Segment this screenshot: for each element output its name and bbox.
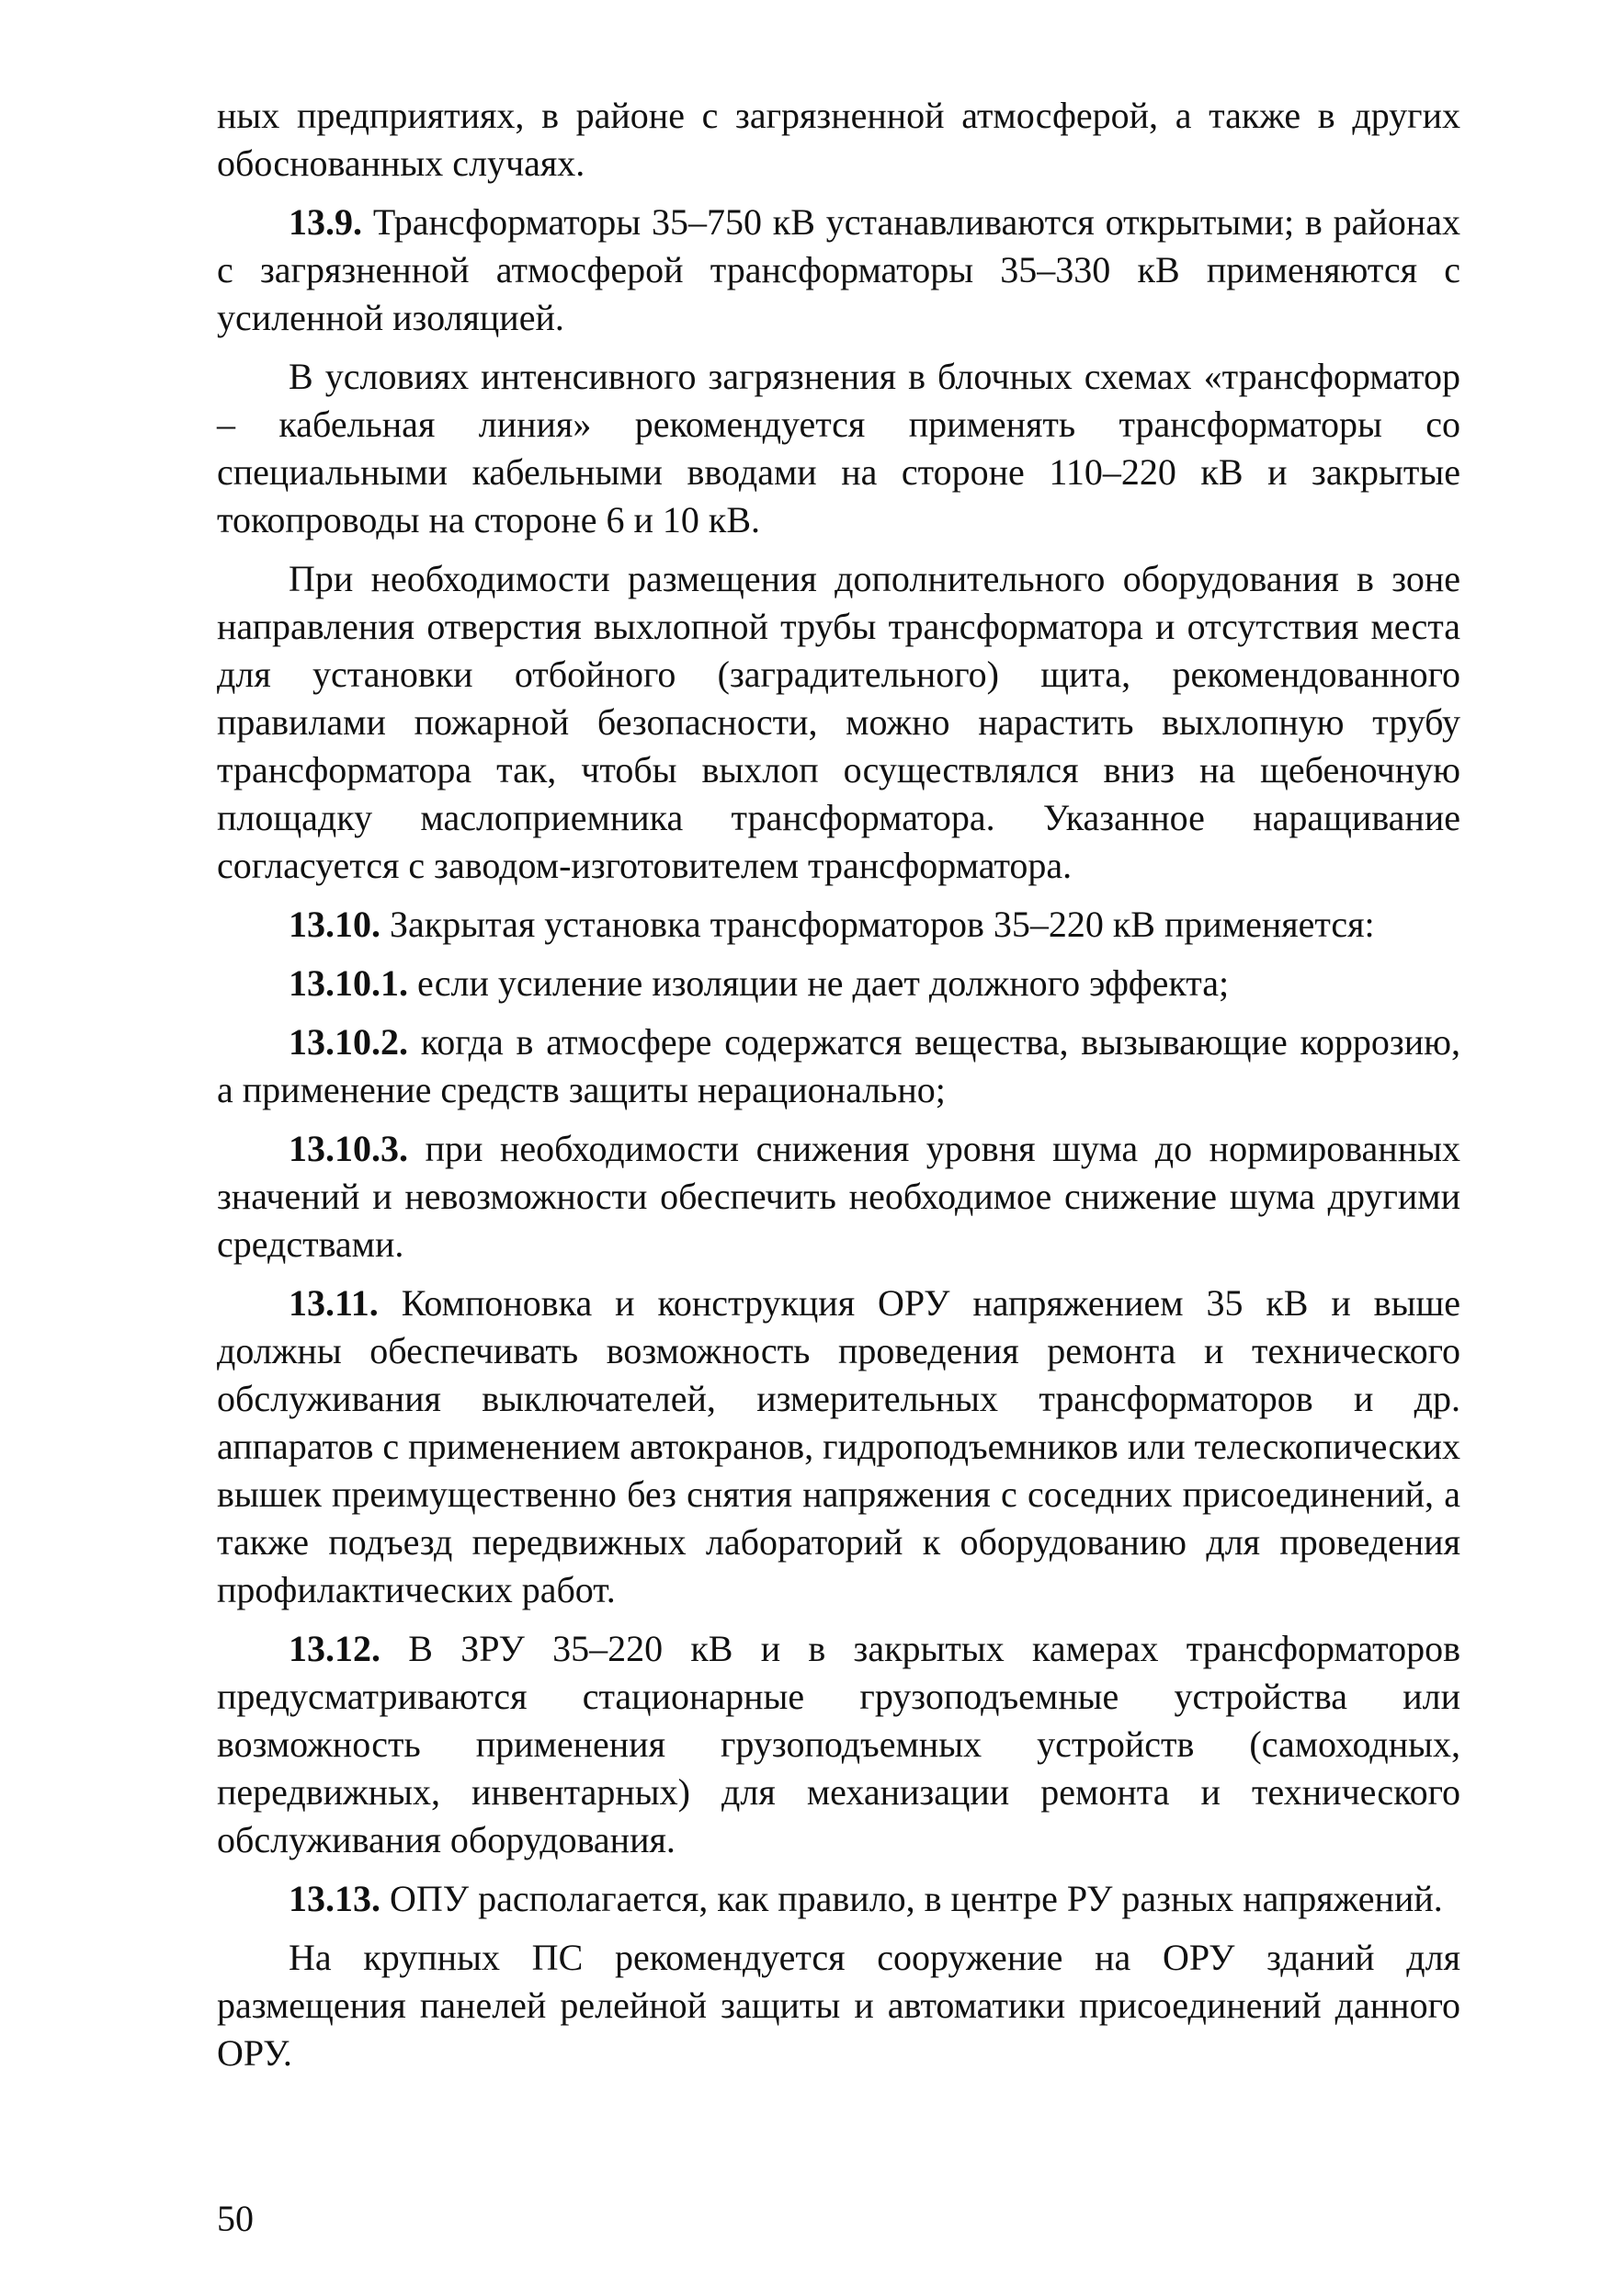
- paragraph: [217, 960, 1460, 1007]
- paragraph-text: В ЗРУ 35–220 кВ и в закрытых камерах трансформаторов предусматриваются стационарные грузоподъемные устройства или возможность применения грузоподъемных устройств (самоходных, передвижных, инвентарных) для механизации ремонта и технического обслуживания оборудования.: [217, 1628, 1460, 1860]
- paragraph: [217, 1625, 1460, 1864]
- paragraph-text: На крупных ПС рекомендуется сооружение на ОРУ зданий для размещения панелей релейной защиты и автоматики присоединений данного ОРУ.: [217, 1937, 1460, 2074]
- paragraph-text: Компоновка и конструкция ОРУ напряжением 35 кВ и выше должны обеспечивать возможность проведения ремонта и технического обслуживания выключателей, измерительных трансформаторов и др. аппаратов с применением автокранов, гидроподъемников или телескопических вышек преимущественно без снятия напряжения с соседних присоединений, а также подъезд передвижных лабораторий к оборудованию для проведения профилактических работ.: [217, 1282, 1460, 1610]
- paragraph: [217, 1125, 1460, 1268]
- section-number: 13.10.3.: [289, 1128, 408, 1169]
- paragraph-text: при необходимости снижения уровня шума до нормированных значений и невозможности обеспечить необходимое снижение шума другими средствами.: [217, 1128, 1460, 1265]
- body-text: [217, 92, 1460, 2077]
- page-number: 50: [217, 2198, 254, 2239]
- section-number: 13.10.1.: [289, 962, 408, 1004]
- section-number: 13.10.2.: [289, 1021, 408, 1063]
- paragraph: [217, 1875, 1460, 1923]
- paragraph: [217, 1018, 1460, 1114]
- paragraph-text: ОПУ располагается, как правило, в центре РУ разных напряжений.: [380, 1878, 1443, 1919]
- paragraph-text: При необходимости размещения дополнительного оборудования в зоне направления отверстия выхлопной трубы трансформатора и отсутствия места для установки отбойного (заградительного) щита, рекомендованного правилами пожарной безопасности, можно нарастить выхлопную трубу трансформатора так, чтобы выхлоп осуществлялся вниз на щебеночную площадку маслоприемника трансформатора. Указанное наращивание согласуется с заводом-изготовителем трансформатора.: [217, 558, 1460, 886]
- section-number: 13.9.: [289, 201, 362, 243]
- paragraph: [217, 92, 1460, 188]
- section-number: 13.13.: [289, 1878, 380, 1919]
- paragraph-text: В условиях интенсивного загрязнения в блочных схемах «трансформатор – кабельная линия» рекомендуется применять трансформаторы со специальными кабельными вводами на стороне 110–220 кВ и закрытые токопроводы на стороне 6 и 10 кВ.: [217, 356, 1460, 540]
- paragraph-text: когда в атмосфере содержатся вещества, вызывающие коррозию, а применение средств защиты нерационально;: [217, 1021, 1460, 1110]
- paragraph-text: Трансформаторы 35–750 кВ устанавливаются открытыми; в районах с загрязненной атмосферой трансформаторы 35–330 кВ применяются с усиленной изоляцией.: [217, 201, 1460, 338]
- paragraph-text: если усиление изоляции не дает должного эффекта;: [408, 962, 1230, 1004]
- paragraph: [217, 353, 1460, 544]
- paragraph: [217, 555, 1460, 890]
- paragraph: [217, 199, 1460, 342]
- paragraph: [217, 1934, 1460, 2077]
- paragraph-text: Закрытая установка трансформаторов 35–220 кВ применяется:: [380, 904, 1375, 945]
- section-number: 13.12.: [289, 1628, 380, 1669]
- section-number: 13.11.: [289, 1282, 379, 1324]
- section-number: 13.10.: [289, 904, 380, 945]
- paragraph: [217, 1279, 1460, 1614]
- paragraph: [217, 901, 1460, 949]
- paragraph-text: ных предприятиях, в районе с загрязненной атмосферой, а также в других обоснованных случаях.: [217, 95, 1460, 184]
